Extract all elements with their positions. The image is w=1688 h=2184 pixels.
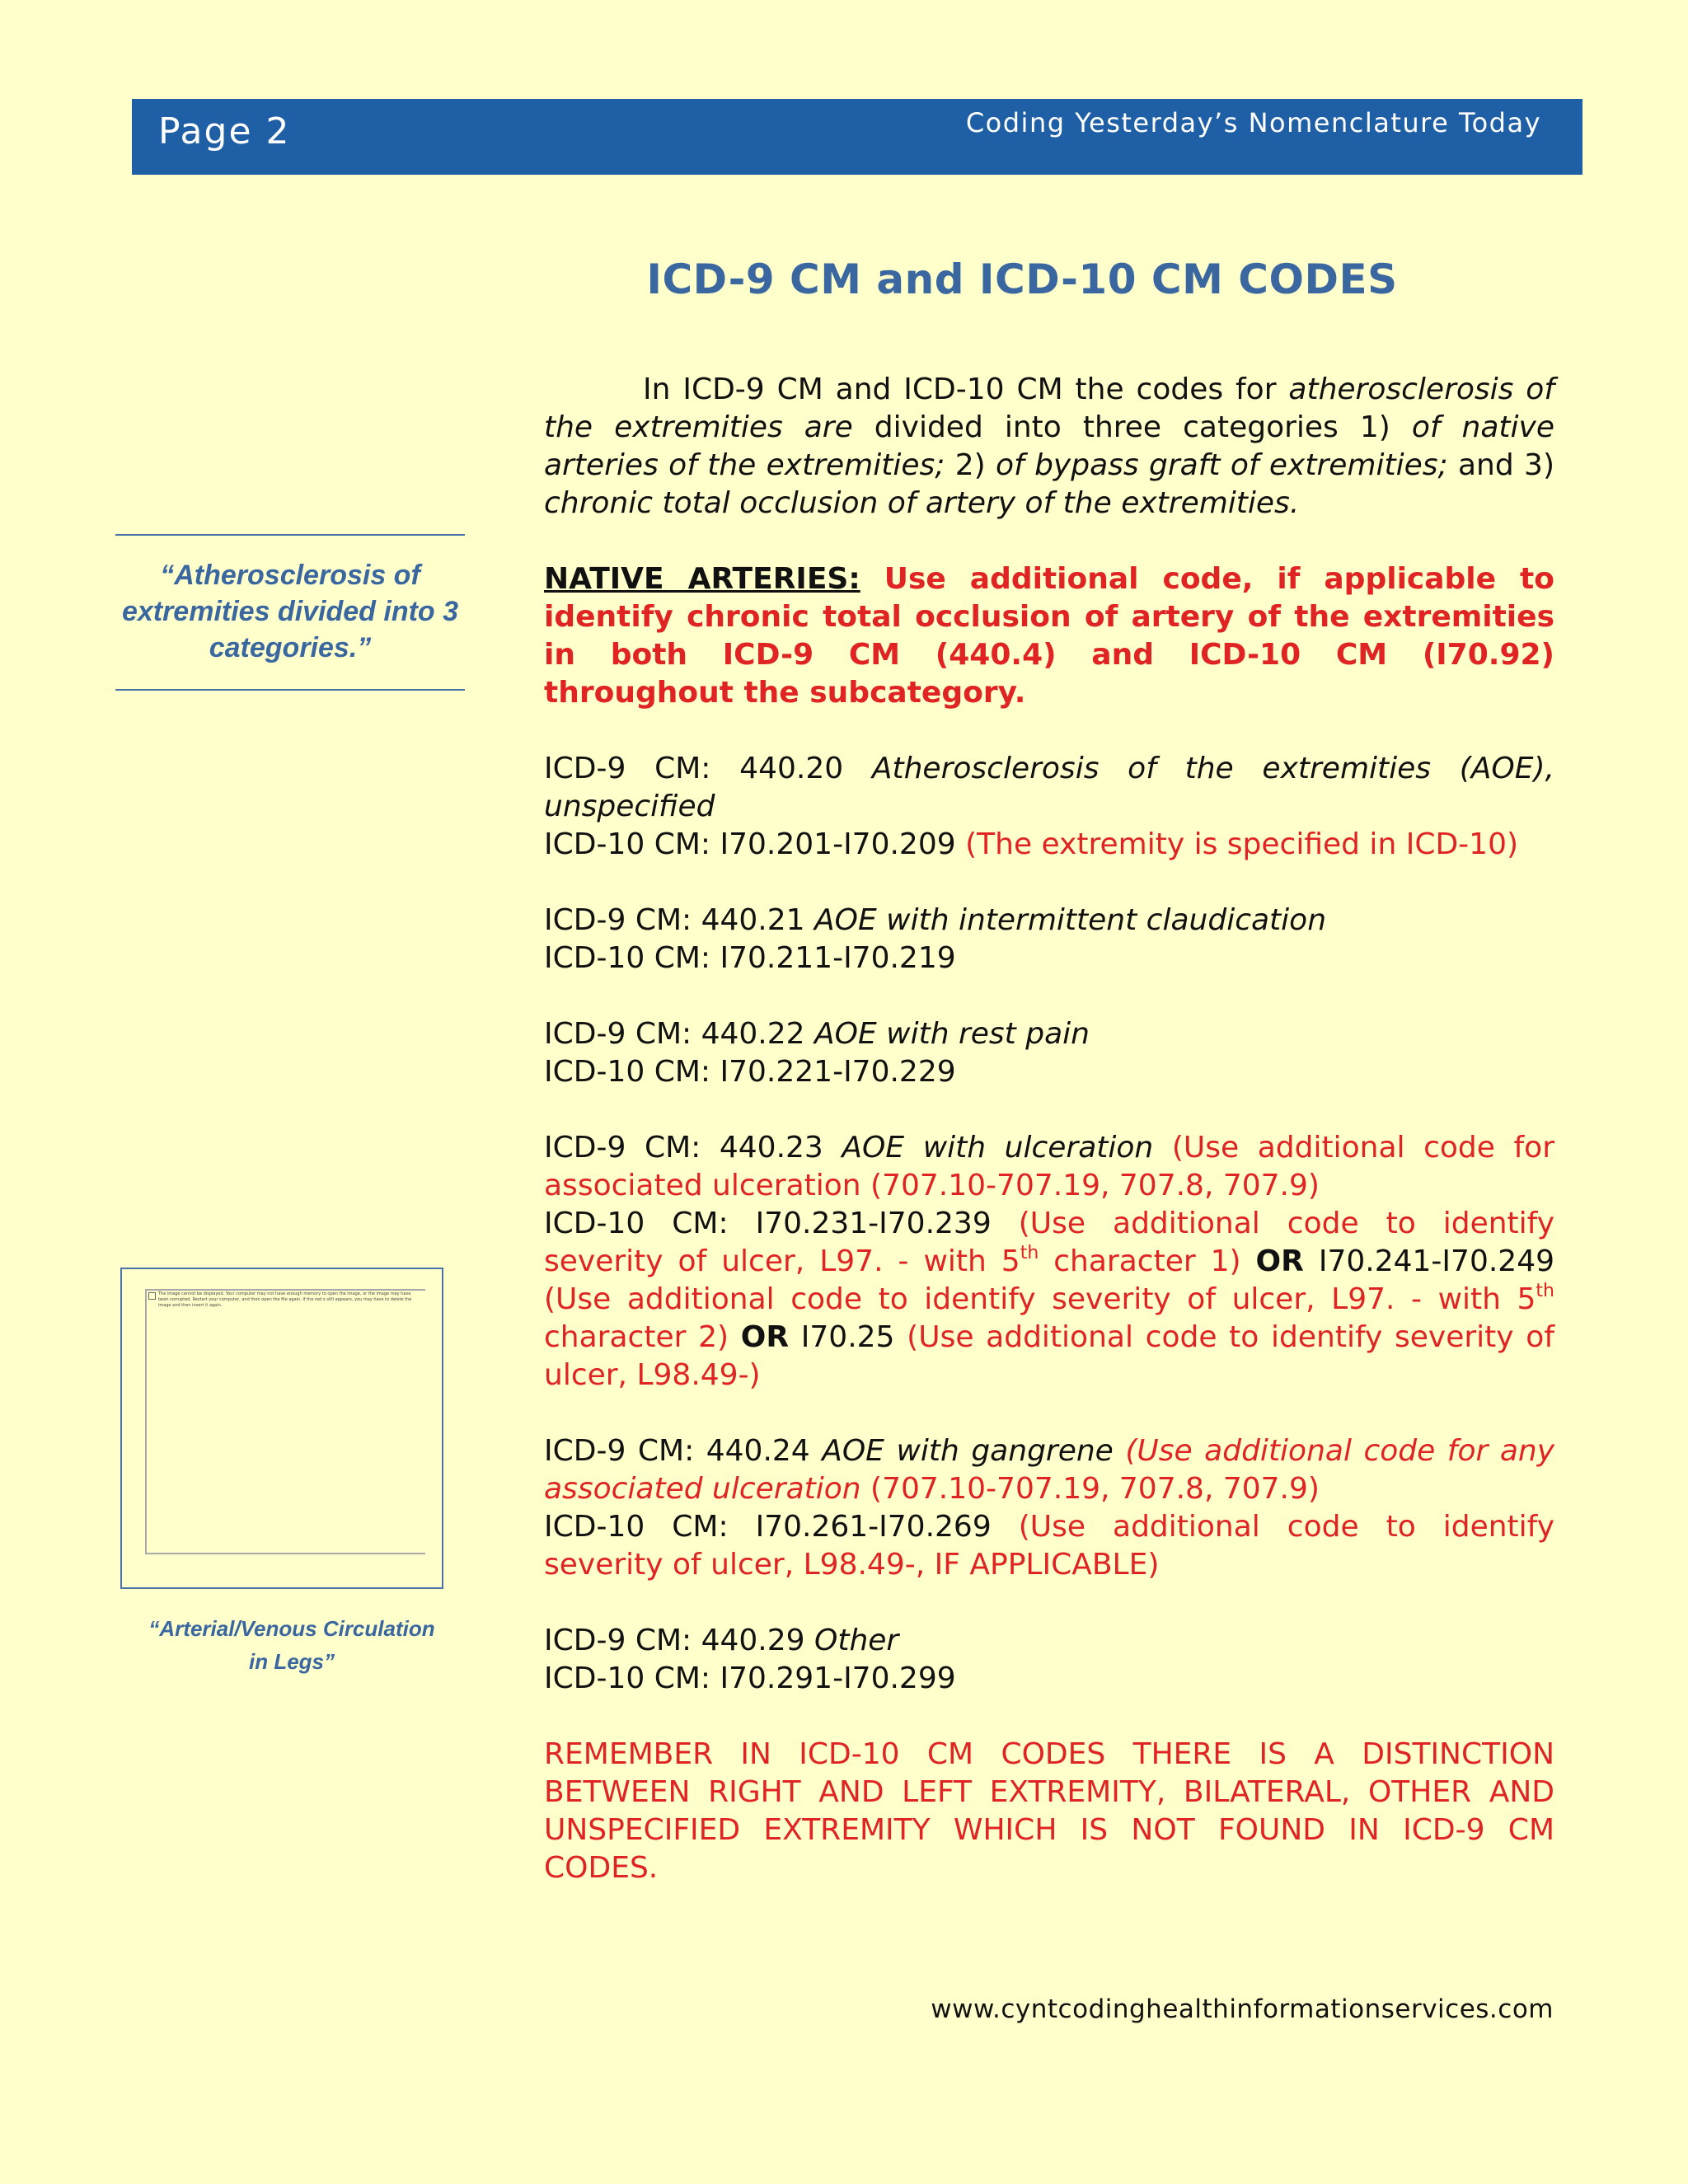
main-content xyxy=(544,371,1554,1887)
icd10-label: ICD-10 CM: xyxy=(544,1510,729,1544)
icd10-note-3: (Use additional code to identify severity of ulcer, L97. - with 5 xyxy=(544,1282,1536,1316)
icd9-description: Atherosclerosis of the extremities (AOE), unspecified xyxy=(544,752,1555,823)
footer-url: www.cyntcodinghealthinformationservices.com xyxy=(931,1994,1554,2024)
native-arteries-paragraph xyxy=(544,560,1554,712)
code-entry-icd10 xyxy=(544,1205,1554,1394)
icd10-note-1: (Use additional code to identify severity of ulcer, L97. - with 5 xyxy=(544,1207,1555,1278)
icd10-note-5: (Use additional code to identify severity of ulcer, L98.49-) xyxy=(544,1320,1554,1392)
intro-text-5: 2) xyxy=(945,448,996,482)
code-entry-icd10 xyxy=(544,1660,1554,1698)
icd10-code: I70.221-I70.229 xyxy=(710,1055,956,1089)
broken-image-message: The image cannot be displayed. Your computer may not have enough memory to open the image, or the image may have been corrupted. Restart your computer, and then open the file again. If the red x still appears, you may have to delete the image and then insert it again. xyxy=(158,1291,412,1308)
icd10-code: I70.231-I70.239 xyxy=(728,1207,1019,1240)
code-entry-icd9 xyxy=(544,750,1554,826)
icd9-description: AOE with ulceration xyxy=(842,1131,1154,1165)
code-entry-icd9 xyxy=(544,1622,1554,1660)
icd10-code-2: I70.241-I70.249 xyxy=(1303,1244,1555,1278)
or-connector: OR xyxy=(1255,1244,1304,1278)
icd10-label: ICD-10 CM: xyxy=(544,827,711,861)
icd10-code-3: I70.25 xyxy=(789,1320,907,1354)
code-entry-icd10 xyxy=(544,826,1554,864)
icd10-code: I70.291-I70.299 xyxy=(710,1661,956,1695)
broken-image-icon xyxy=(148,1292,156,1300)
icd10-note-4: character 2) xyxy=(544,1320,741,1354)
or-connector: OR xyxy=(740,1320,790,1354)
icd10-label: ICD-10 CM: xyxy=(544,1661,711,1695)
icd9-label: ICD-9 CM: xyxy=(544,1017,692,1051)
icd10-label: ICD-10 CM: xyxy=(544,941,711,975)
intro-text-3: divided into three categories 1) xyxy=(852,410,1412,444)
code-entry-icd9 xyxy=(544,1015,1554,1053)
code-entry-icd10 xyxy=(544,1508,1554,1584)
icd9-label: ICD-9 CM: xyxy=(544,752,711,785)
native-arteries-note: Use additional code, if applicable to identify chronic total occlusion of artery of the extremities in both ICD-9 CM (440.4) and ICD-10 CM (I70.92) throughout the subcategory. xyxy=(544,562,1554,710)
superscript-th: th xyxy=(1020,1243,1039,1263)
code-entry-icd9 xyxy=(544,902,1554,940)
intro-text-4: of native arteries of the extremities; xyxy=(544,410,1554,482)
icd9-label: ICD-9 CM: xyxy=(544,1434,695,1468)
code-entry-icd10 xyxy=(544,1053,1554,1091)
intro-text-6: of bypass graft of extremities; xyxy=(996,448,1448,482)
icd9-note-italic: (Use additional code for any associated ulceration xyxy=(544,1434,1555,1506)
icd10-label: ICD-10 CM: xyxy=(544,1055,711,1089)
icd10-note: (The extremity is specified in ICD-10) xyxy=(965,827,1519,861)
icd9-code: 440.29 xyxy=(692,1624,814,1657)
icd10-code: I70.201-I70.209 xyxy=(710,827,966,861)
intro-text-1: In ICD-9 CM and ICD-10 CM the codes for xyxy=(643,373,1289,406)
native-arteries-heading: NATIVE ARTERIES: xyxy=(544,562,860,596)
icd9-code: 440.21 xyxy=(692,903,814,937)
icd9-code: 440.24 xyxy=(694,1434,823,1468)
icd9-note: (Use additional code for associated ulceration (707.10-707.19, 707.8, 707.9) xyxy=(544,1131,1554,1202)
icd10-label: ICD-10 CM: xyxy=(544,1207,729,1240)
page-title: ICD-9 CM and ICD-10 CM CODES xyxy=(646,255,1398,303)
icd10-code: I70.261-I70.269 xyxy=(728,1510,1019,1544)
icd9-label: ICD-9 CM: xyxy=(544,1131,701,1165)
superscript-th: th xyxy=(1536,1281,1554,1301)
code-entry-icd9 xyxy=(544,1432,1554,1508)
icd10-note-2: character 1) xyxy=(1039,1244,1256,1278)
caption-line-1: “Arterial/Venous Circulation xyxy=(148,1616,435,1641)
code-entry-icd9 xyxy=(544,1129,1554,1205)
icd9-code: 440.22 xyxy=(692,1017,814,1051)
icd10-note: (Use additional code to identify severity of ulcer, L98.49-, IF APPLICABLE) xyxy=(544,1510,1555,1582)
intro-text-7: and 3) xyxy=(1447,448,1554,482)
pull-quote: “Atherosclerosis of extremities divided into 3 categories.” xyxy=(115,534,465,691)
icd9-label: ICD-9 CM: xyxy=(544,903,692,937)
icd9-code: 440.20 xyxy=(710,752,872,785)
header-tagline: Coding Yesterday’s Nomenclature Today xyxy=(965,107,1541,138)
intro-text-2: atherosclerosis of the extremities are xyxy=(544,373,1555,444)
code-entry-icd10 xyxy=(544,940,1554,977)
figure-placeholder xyxy=(120,1268,443,1589)
intro-paragraph xyxy=(544,371,1554,523)
icd10-code: I70.211-I70.219 xyxy=(710,941,956,975)
icd9-note: (707.10-707.19, 707.8, 707.9) xyxy=(860,1472,1320,1506)
remember-note: REMEMBER IN ICD-10 CM CODES THERE IS A DISTINCTION BETWEEN RIGHT AND LEFT EXTREMITY, BILATERAL, OTHER AND UNSPECIFIED EXTREMITY WHICH IS NOT FOUND IN ICD-9 CM CODES. xyxy=(544,1737,1554,1885)
icd9-description: Other xyxy=(814,1624,899,1657)
icd9-code: 440.23 xyxy=(701,1131,842,1165)
broken-image xyxy=(145,1289,425,1554)
caption-line-2: in Legs” xyxy=(248,1649,335,1674)
icd9-description: AOE with gangrene xyxy=(822,1434,1114,1468)
header-bar xyxy=(132,99,1582,175)
icd9-description: AOE with rest pain xyxy=(814,1017,1090,1051)
icd9-label: ICD-9 CM: xyxy=(544,1624,692,1657)
icd9-description: AOE with intermittent claudication xyxy=(814,903,1327,937)
page-number: Page 2 xyxy=(158,110,291,152)
intro-text-8: chronic total occlusion of artery of the extremities. xyxy=(544,486,1300,520)
figure-caption xyxy=(120,1612,463,1678)
